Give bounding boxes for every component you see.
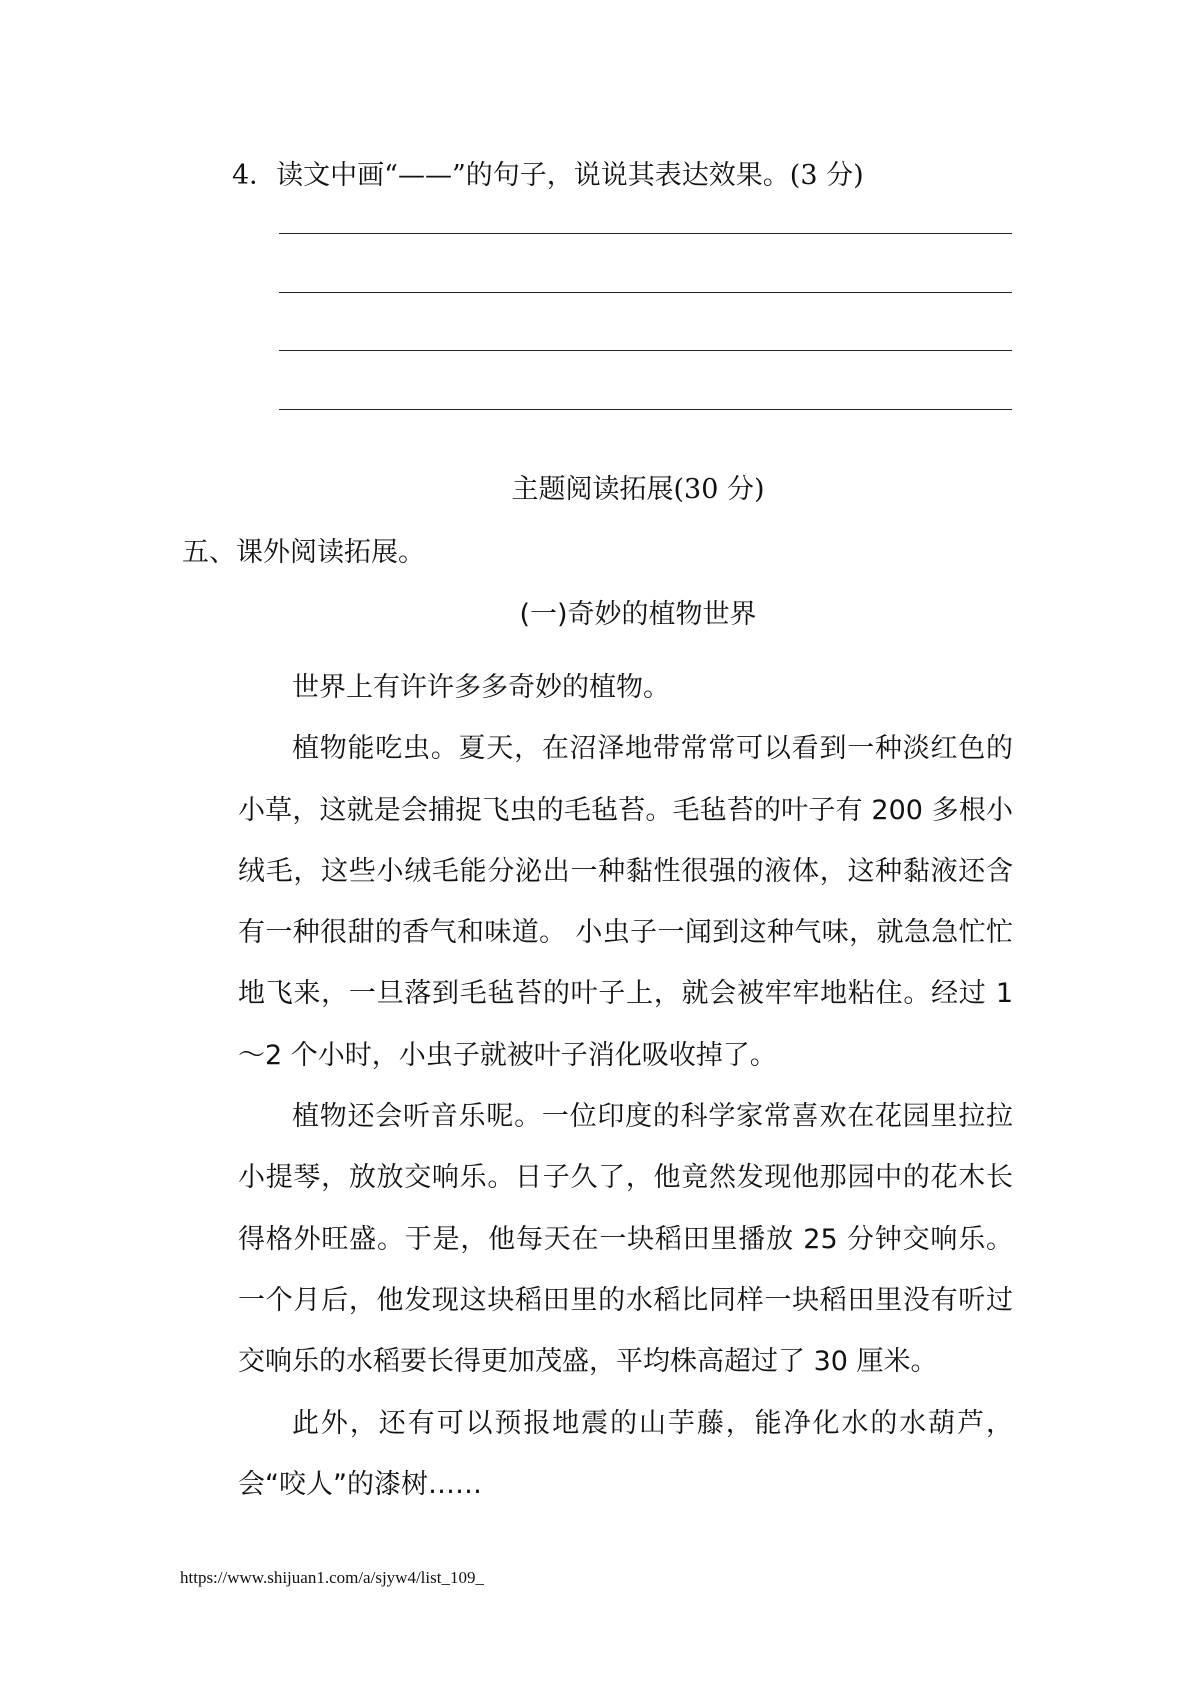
footer-url[interactable]: https://www.shijuan1.com/a/sjyw4/list_109_ — [180, 1568, 484, 1587]
answer-line-1[interactable] — [279, 233, 1012, 234]
passage-paragraph-3: 植物还会听音乐呢。一位印度的科学家常喜欢在花园里拉拉小提琴，放放交响乐。日子久了，他竟然发现他那园中的花木长得格外旺盛。于是，他每天在一块稻田里播放 25 分钟交响乐。一个月后，他发现这块稻田里的水稻比同样一块稻田里没有听过交响乐的水稻要长得更加茂盛，平均株高超过了 30 厘米。 — [238, 1101, 1013, 1378]
passage-title: (一)奇妙的植物世界 — [519, 599, 757, 630]
answer-line-3[interactable] — [279, 350, 1012, 351]
answer-line-2[interactable] — [279, 292, 1012, 293]
answer-line-4[interactable] — [279, 409, 1012, 410]
passage-paragraph-4: 此外，还有可以预报地震的山芋藤，能净化水的水葫芦，会“咬人”的漆树…… — [238, 1407, 1013, 1500]
part-5-heading: 五、课外阅读拓展。 — [182, 537, 425, 568]
passage-paragraph-1: 世界上有许许多多奇妙的植物。 — [292, 672, 670, 703]
question-4: 4．读文中画“——”的句子，说说其表达效果。(3 分) — [232, 160, 864, 191]
section-title: 主题阅读拓展(30 分) — [511, 474, 765, 505]
passage-body — [238, 657, 1013, 1515]
passage-paragraph-2: 植物能吃虫。夏天，在沼泽地带常常可以看到一种淡红色的小草，这就是会捕捉飞虫的毛毡苔。毛毡苔的叶子有 200 多根小绒毛，这些小绒毛能分泌出一种黏性很强的液体，这种黏液还含有一种很甜的香气和味道。 小虫子一闻到这种气味，就急急忙忙地飞来，一旦落到毛毡苔的叶子上，就会被牢牢地粘住。经过 1～2 个小时，小虫子就被叶子消化吸收掉了。 — [238, 733, 1013, 1071]
